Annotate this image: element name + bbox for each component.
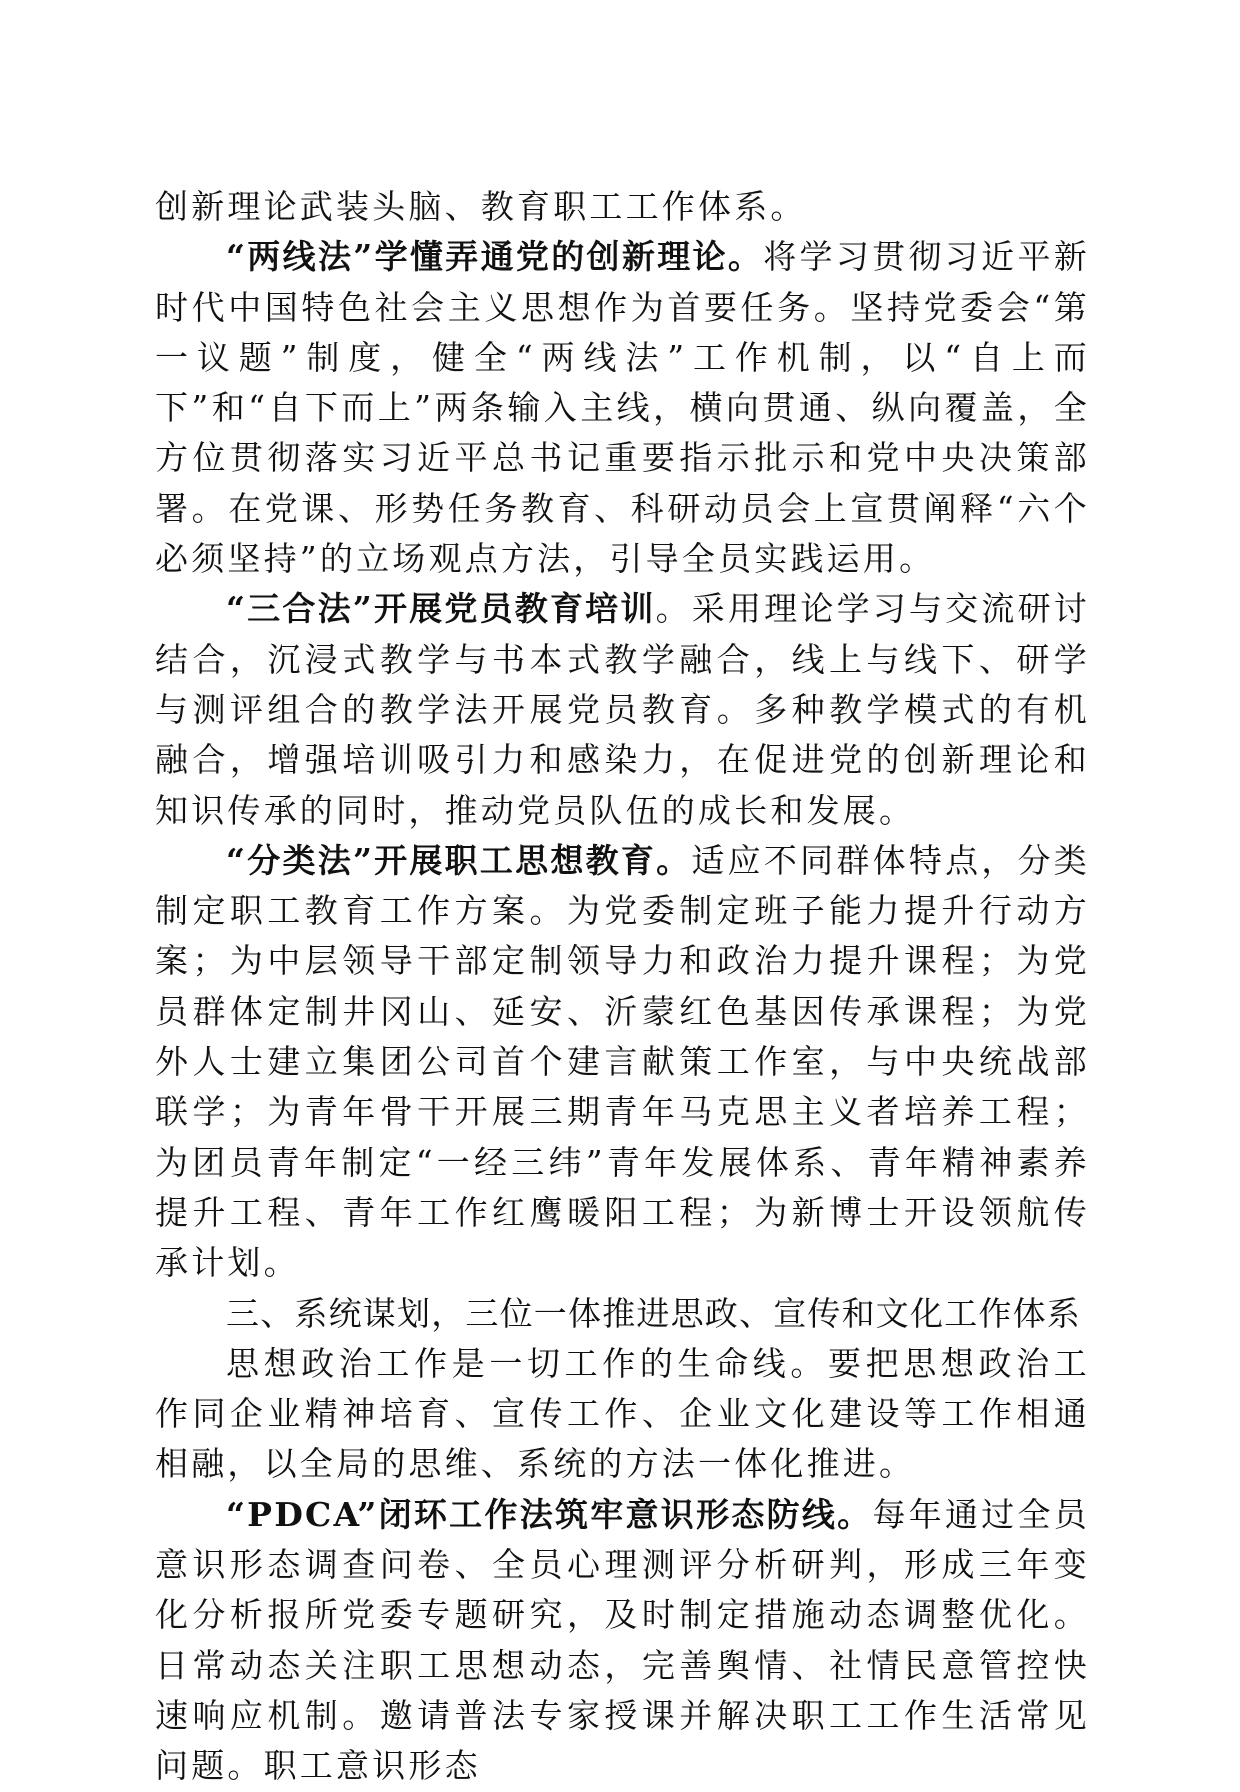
paragraph-lead: “两线法”学懂弄通党的创新理论。 bbox=[226, 237, 764, 277]
paragraph-text: 创新理论武装头脑、教育职工工作体系。 bbox=[155, 187, 807, 226]
paragraph-lead: “三合法”开展党员教育培训 bbox=[226, 589, 656, 629]
paragraph-two-line-method bbox=[155, 232, 1090, 584]
paragraph-lead: “PDCA”闭环工作法筑牢意识形态防线。 bbox=[226, 1494, 873, 1534]
paragraph-text: 将学习贯彻习近平新时代中国特色社会主义思想作为首要任务。坚持党委会“第一议题”制度，健全“两线法”工作机制，以“自上而下”和“自下而上”两条输入主线，横向贯通、纵向覆盖，全方位贯彻落实习近平总书记重要指示批示和党中央决策部署。在党课、形势任务教育、科研动员会上宣贯阐释“六个必须坚持”的立场观点方法，引导全员实践运用。 bbox=[155, 237, 1090, 579]
paragraph-text: 适应不同群体特点，分类制定职工教育工作方案。为党委制定班子能力提升行动方案；为中层领导干部定制领导力和政治力提升课程；为党员群体定制井冈山、延安、沂蒙红色基因传承课程；为党外人士建立集团公司首个建言献策工作室，与中央统战部联学；为青年骨干开展三期青年马克思主义者培养工程；为团员青年制定“一经三纬”青年发展体系、青年精神素养提升工程、青年工作红鹰暖阳工程；为新博士开设领航传承计划。 bbox=[155, 840, 1091, 1283]
paragraph-text: 。采用理论学习与交流研讨结合，沉浸式教学与书本式教学融合，线上与线下、研学与测评组合的教学法开展党员教育。多种教学模式的有机融合，增强培训吸引力和感染力，在促进党的创新理论和知识传承的同时，推动党员队伍的成长和发展。 bbox=[155, 589, 1090, 830]
document-page bbox=[155, 182, 1090, 1792]
paragraph-lifeline bbox=[155, 1339, 1090, 1490]
paragraph-classification-method bbox=[155, 836, 1090, 1289]
paragraph-three-combination-method bbox=[155, 584, 1090, 835]
section-heading: 三、系统谋划，三位一体推进思政、宣传和文化工作体系 bbox=[226, 1293, 1081, 1333]
paragraph-text: 每年通过全员意识形态调查问卷、全员心理测评分析研判，形成三年变化分析报所党委专题研究，及时制定措施动态调整优化。日常动态关注职工思想动态，完善舆情、社情民意管控快速响应机制。邀请普法专家授课并解决职工工作生活常见问题。职工意识形态 bbox=[155, 1494, 1090, 1786]
paragraph-text: 思想政治工作是一切工作的生命线。要把思想政治工作同企业精神培育、宣传工作、企业文化建设等工作相通相融，以全局的思维、系统的方法一体化推进。 bbox=[155, 1343, 1090, 1484]
paragraph-pdca-method bbox=[155, 1490, 1090, 1792]
paragraph-continuation bbox=[155, 182, 1090, 232]
paragraph-lead: “分类法”开展职工思想教育。 bbox=[226, 840, 692, 880]
